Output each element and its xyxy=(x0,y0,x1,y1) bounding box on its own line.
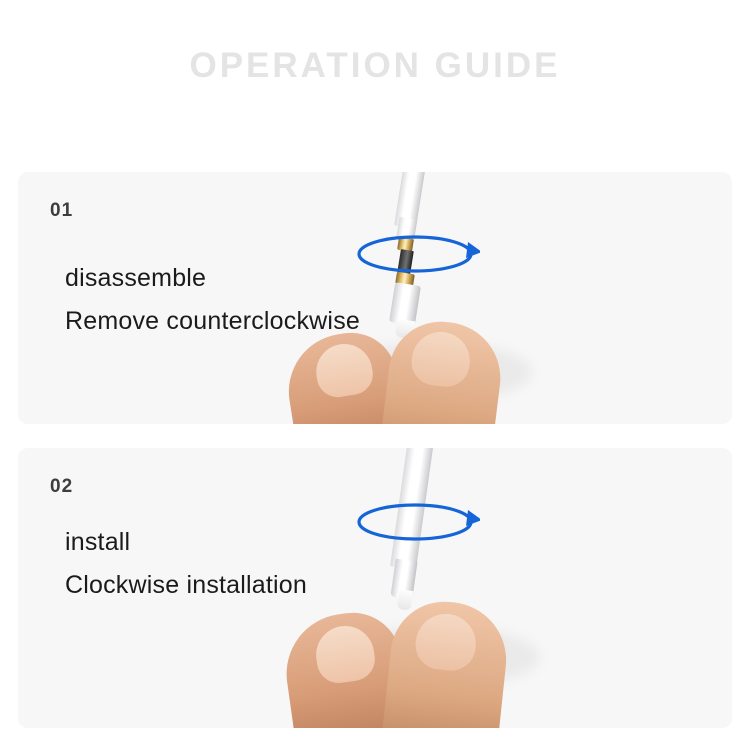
step-card-02 xyxy=(18,448,732,728)
counterclockwise-rotation-arrow-icon xyxy=(350,226,480,282)
step-title: disassemble xyxy=(65,264,207,292)
step-illustration-01 xyxy=(272,172,592,424)
step-number: 01 xyxy=(50,200,74,221)
step-card-01 xyxy=(18,172,732,424)
page-title: OPERATION GUIDE xyxy=(189,46,561,85)
step-number: 02 xyxy=(50,476,74,497)
step-title: install xyxy=(65,528,131,556)
step-illustration-02 xyxy=(272,448,592,728)
step-description: Remove counterclockwise xyxy=(65,307,360,335)
clockwise-rotation-arrow-icon xyxy=(350,494,480,550)
step-text-block xyxy=(65,528,307,600)
stylus-nib xyxy=(397,589,414,611)
step-description: Clockwise installation xyxy=(65,571,307,599)
